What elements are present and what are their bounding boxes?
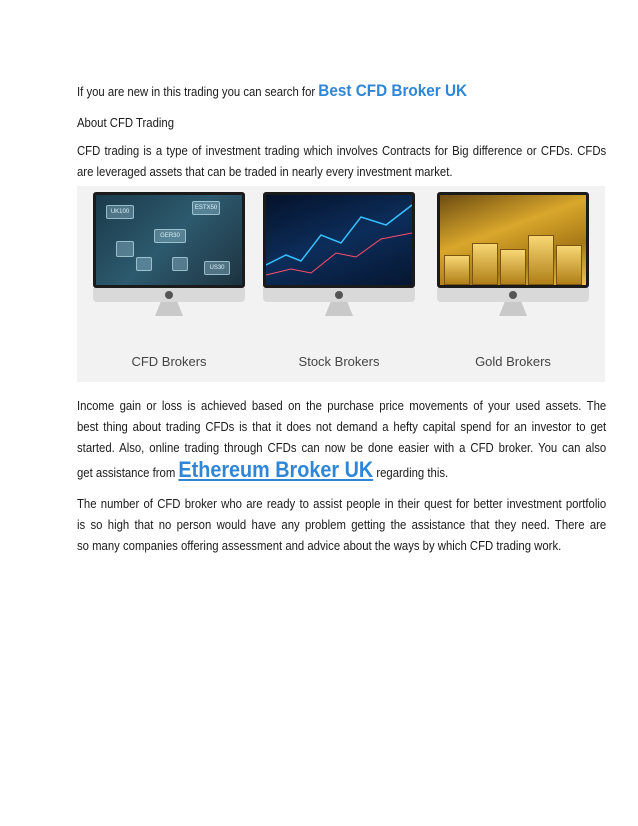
- paragraph-2-line-1: Income gain or loss is achieved based on the purchase price movements of your used assets. The: [77, 399, 607, 413]
- monitor-cfd: [93, 192, 245, 312]
- gold-screen: [437, 192, 589, 288]
- intro-text: If you are new in this trading you can search for: [77, 85, 319, 99]
- stock-chart-icon: [266, 195, 412, 285]
- tile-us30: US30: [204, 261, 230, 275]
- paragraph-2-line-4: [77, 456, 554, 487]
- brokers-banner-image: [77, 186, 605, 382]
- paragraph-1-line-2: are leveraged assets that can be traded in nearly every investment market.: [77, 165, 453, 179]
- paragraph-1-line-1: CFD trading is a type of investment trading which involves Contracts for Big difference or CFDs. CFDs: [77, 144, 607, 158]
- caption-stock-brokers: Stock Brokers: [298, 354, 380, 369]
- best-cfd-broker-link[interactable]: Best CFD Broker UK: [318, 81, 468, 100]
- paragraph-3-line-2: is so high that no person would have any problem getting the assistance that they need. There are: [77, 518, 607, 532]
- coin-icon: [136, 257, 152, 271]
- caption-gold-brokers: Gold Brokers: [475, 354, 551, 369]
- monitor-gold: [437, 192, 589, 312]
- cfd-screen: [93, 192, 245, 288]
- apple-logo-icon: [509, 291, 517, 299]
- paragraph-3: [77, 494, 607, 557]
- tile-ger30: GER30: [154, 229, 186, 243]
- paragraph-2-line-3: started. Also, online trading through CFDs can now be done easier with a CFD broker. You can also: [77, 441, 607, 455]
- caption-cfd-brokers: CFD Brokers: [131, 354, 207, 369]
- paragraph-2-line-4-pre: get assistance from: [77, 466, 179, 480]
- paragraph-3-line-3: so many companies offering assessment and advice about the ways by which CFD trading work.: [77, 539, 562, 553]
- ethereum-broker-link[interactable]: Ethereum Broker UK: [178, 457, 374, 482]
- apple-logo-icon: [165, 291, 173, 299]
- section-heading: About CFD Trading: [77, 116, 175, 130]
- monitor-stock: [263, 192, 415, 312]
- gold-icon: [116, 241, 134, 257]
- paragraph-1: [77, 141, 607, 183]
- intro-paragraph: [77, 80, 554, 103]
- apple-logo-icon: [335, 291, 343, 299]
- paragraph-2-line-4-post: regarding this.: [373, 466, 449, 480]
- stock-screen: [263, 192, 415, 288]
- paragraph-2: [77, 396, 607, 459]
- paragraph-3-line-1: The number of CFD broker who are ready to assist people in their quest for better investment portfolio: [77, 497, 607, 511]
- tile-uk100: UK100: [106, 205, 134, 219]
- drop-icon: [172, 257, 188, 271]
- paragraph-2-line-2: best thing about trading CFDs is that it does not demand a hefty capital spend for an investor to get: [77, 420, 607, 434]
- tile-estx50: ESTX50: [192, 201, 220, 215]
